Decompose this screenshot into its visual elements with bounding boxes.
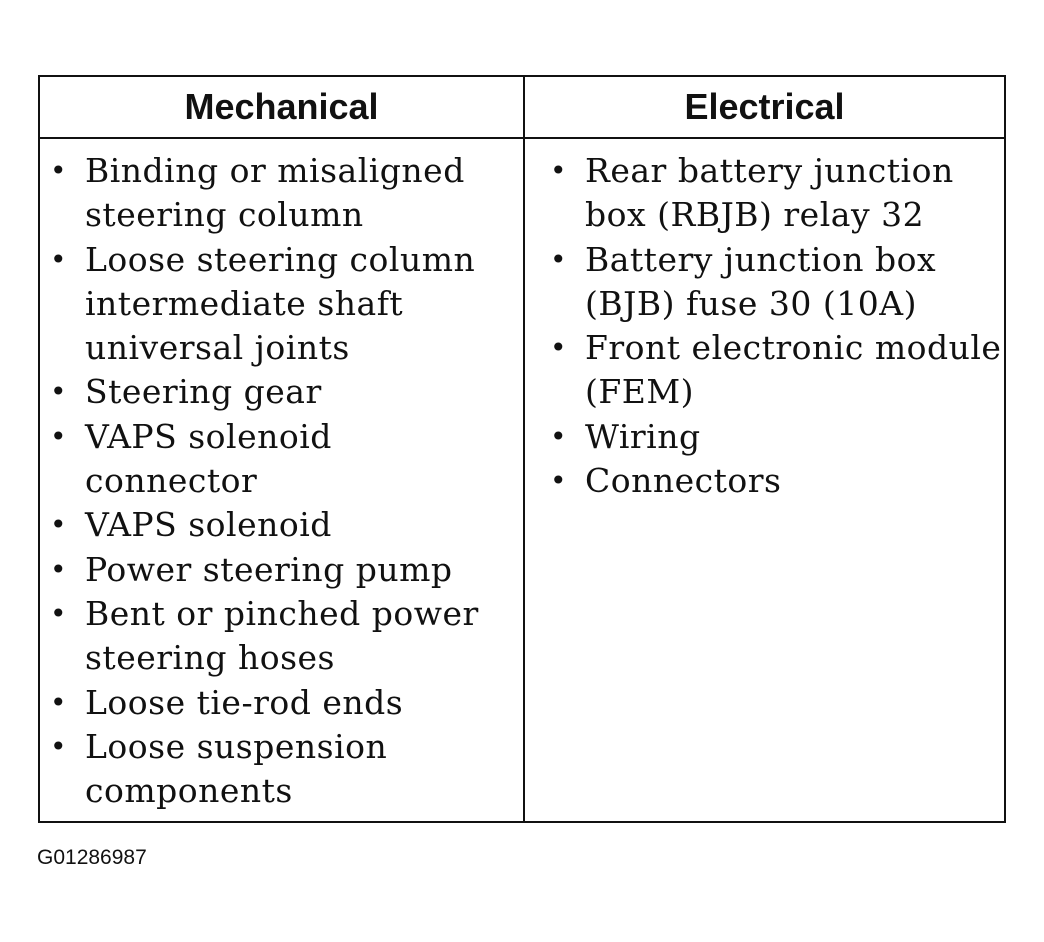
electrical-item-text-line: Wiring	[585, 416, 701, 456]
mechanical-item-text-line: steering hoses	[85, 638, 335, 678]
mechanical-list-item	[48, 149, 518, 238]
electrical-item-text-line: Rear battery junction	[585, 151, 954, 190]
mechanical-item-text-line: components	[85, 771, 293, 811]
mechanical-items-list	[48, 149, 518, 813]
bullet-icon: •	[550, 154, 568, 187]
bullet-icon: •	[50, 242, 68, 276]
mechanical-item-text-line: VAPS solenoid	[85, 416, 332, 456]
symptom-chart-table	[38, 75, 1006, 823]
mechanical-list-item	[48, 238, 518, 371]
electrical-list-item	[548, 415, 1004, 459]
bullet-icon: •	[550, 419, 568, 453]
mechanical-list-item	[48, 548, 518, 592]
electrical-list-item	[548, 238, 1004, 327]
bullet-icon: •	[50, 154, 68, 187]
mechanical-list-item	[48, 725, 518, 814]
mechanical-item-text-line: Binding or misaligned	[85, 151, 465, 190]
electrical-items-list	[548, 149, 1004, 503]
bullet-icon: •	[550, 464, 568, 498]
mechanical-item-text-line: Loose steering column	[85, 239, 476, 279]
bullet-icon: •	[50, 552, 68, 586]
mechanical-item-text-line: Bent or pinched power	[85, 593, 479, 633]
mechanical-item-text-line: intermediate shaft	[85, 283, 404, 323]
electrical-item-text-line: Front electronic module	[585, 328, 1002, 368]
electrical-list-item	[548, 326, 1004, 415]
mechanical-item-text-line: VAPS solenoid	[85, 505, 332, 545]
column-divider	[523, 77, 525, 821]
bullet-icon: •	[50, 596, 68, 630]
figure-id: G01286987	[37, 846, 147, 869]
electrical-item-text-line: (FEM)	[585, 372, 695, 412]
electrical-item-text-line: Connectors	[585, 461, 782, 501]
mechanical-list-item	[48, 415, 518, 504]
mechanical-item-text-line: Loose tie-rod ends	[85, 682, 404, 722]
electrical-item-text-line: box (RBJB) relay 32	[585, 195, 925, 235]
electrical-list-item	[548, 459, 1004, 503]
mechanical-list-item	[48, 592, 518, 681]
electrical-item-text-line: Battery junction box	[585, 239, 937, 279]
bullet-icon: •	[50, 729, 68, 763]
electrical-column-header: Electrical	[684, 86, 845, 127]
bullet-icon: •	[50, 419, 68, 453]
bullet-icon: •	[550, 331, 568, 365]
bullet-icon: •	[550, 242, 568, 276]
bullet-icon: •	[50, 508, 68, 542]
mechanical-item-text-line: universal joints	[85, 328, 350, 368]
table-header-row	[40, 77, 1004, 139]
mechanical-item-text-line: Steering gear	[85, 372, 322, 412]
electrical-list-item	[548, 149, 1004, 238]
mechanical-item-text-line: connector	[85, 461, 258, 501]
bullet-icon: •	[50, 375, 68, 409]
mechanical-list-item	[48, 503, 518, 547]
electrical-item-text-line: (BJB) fuse 30 (10A)	[585, 283, 917, 323]
mechanical-item-text-line: steering column	[85, 195, 364, 235]
mechanical-list-item	[48, 681, 518, 725]
mechanical-column-header: Mechanical	[184, 86, 379, 127]
bullet-icon: •	[50, 685, 68, 719]
mechanical-item-text-line: Power steering pump	[85, 549, 453, 589]
mechanical-item-text-line: Loose suspension	[85, 726, 388, 766]
mechanical-list-item	[48, 370, 518, 414]
